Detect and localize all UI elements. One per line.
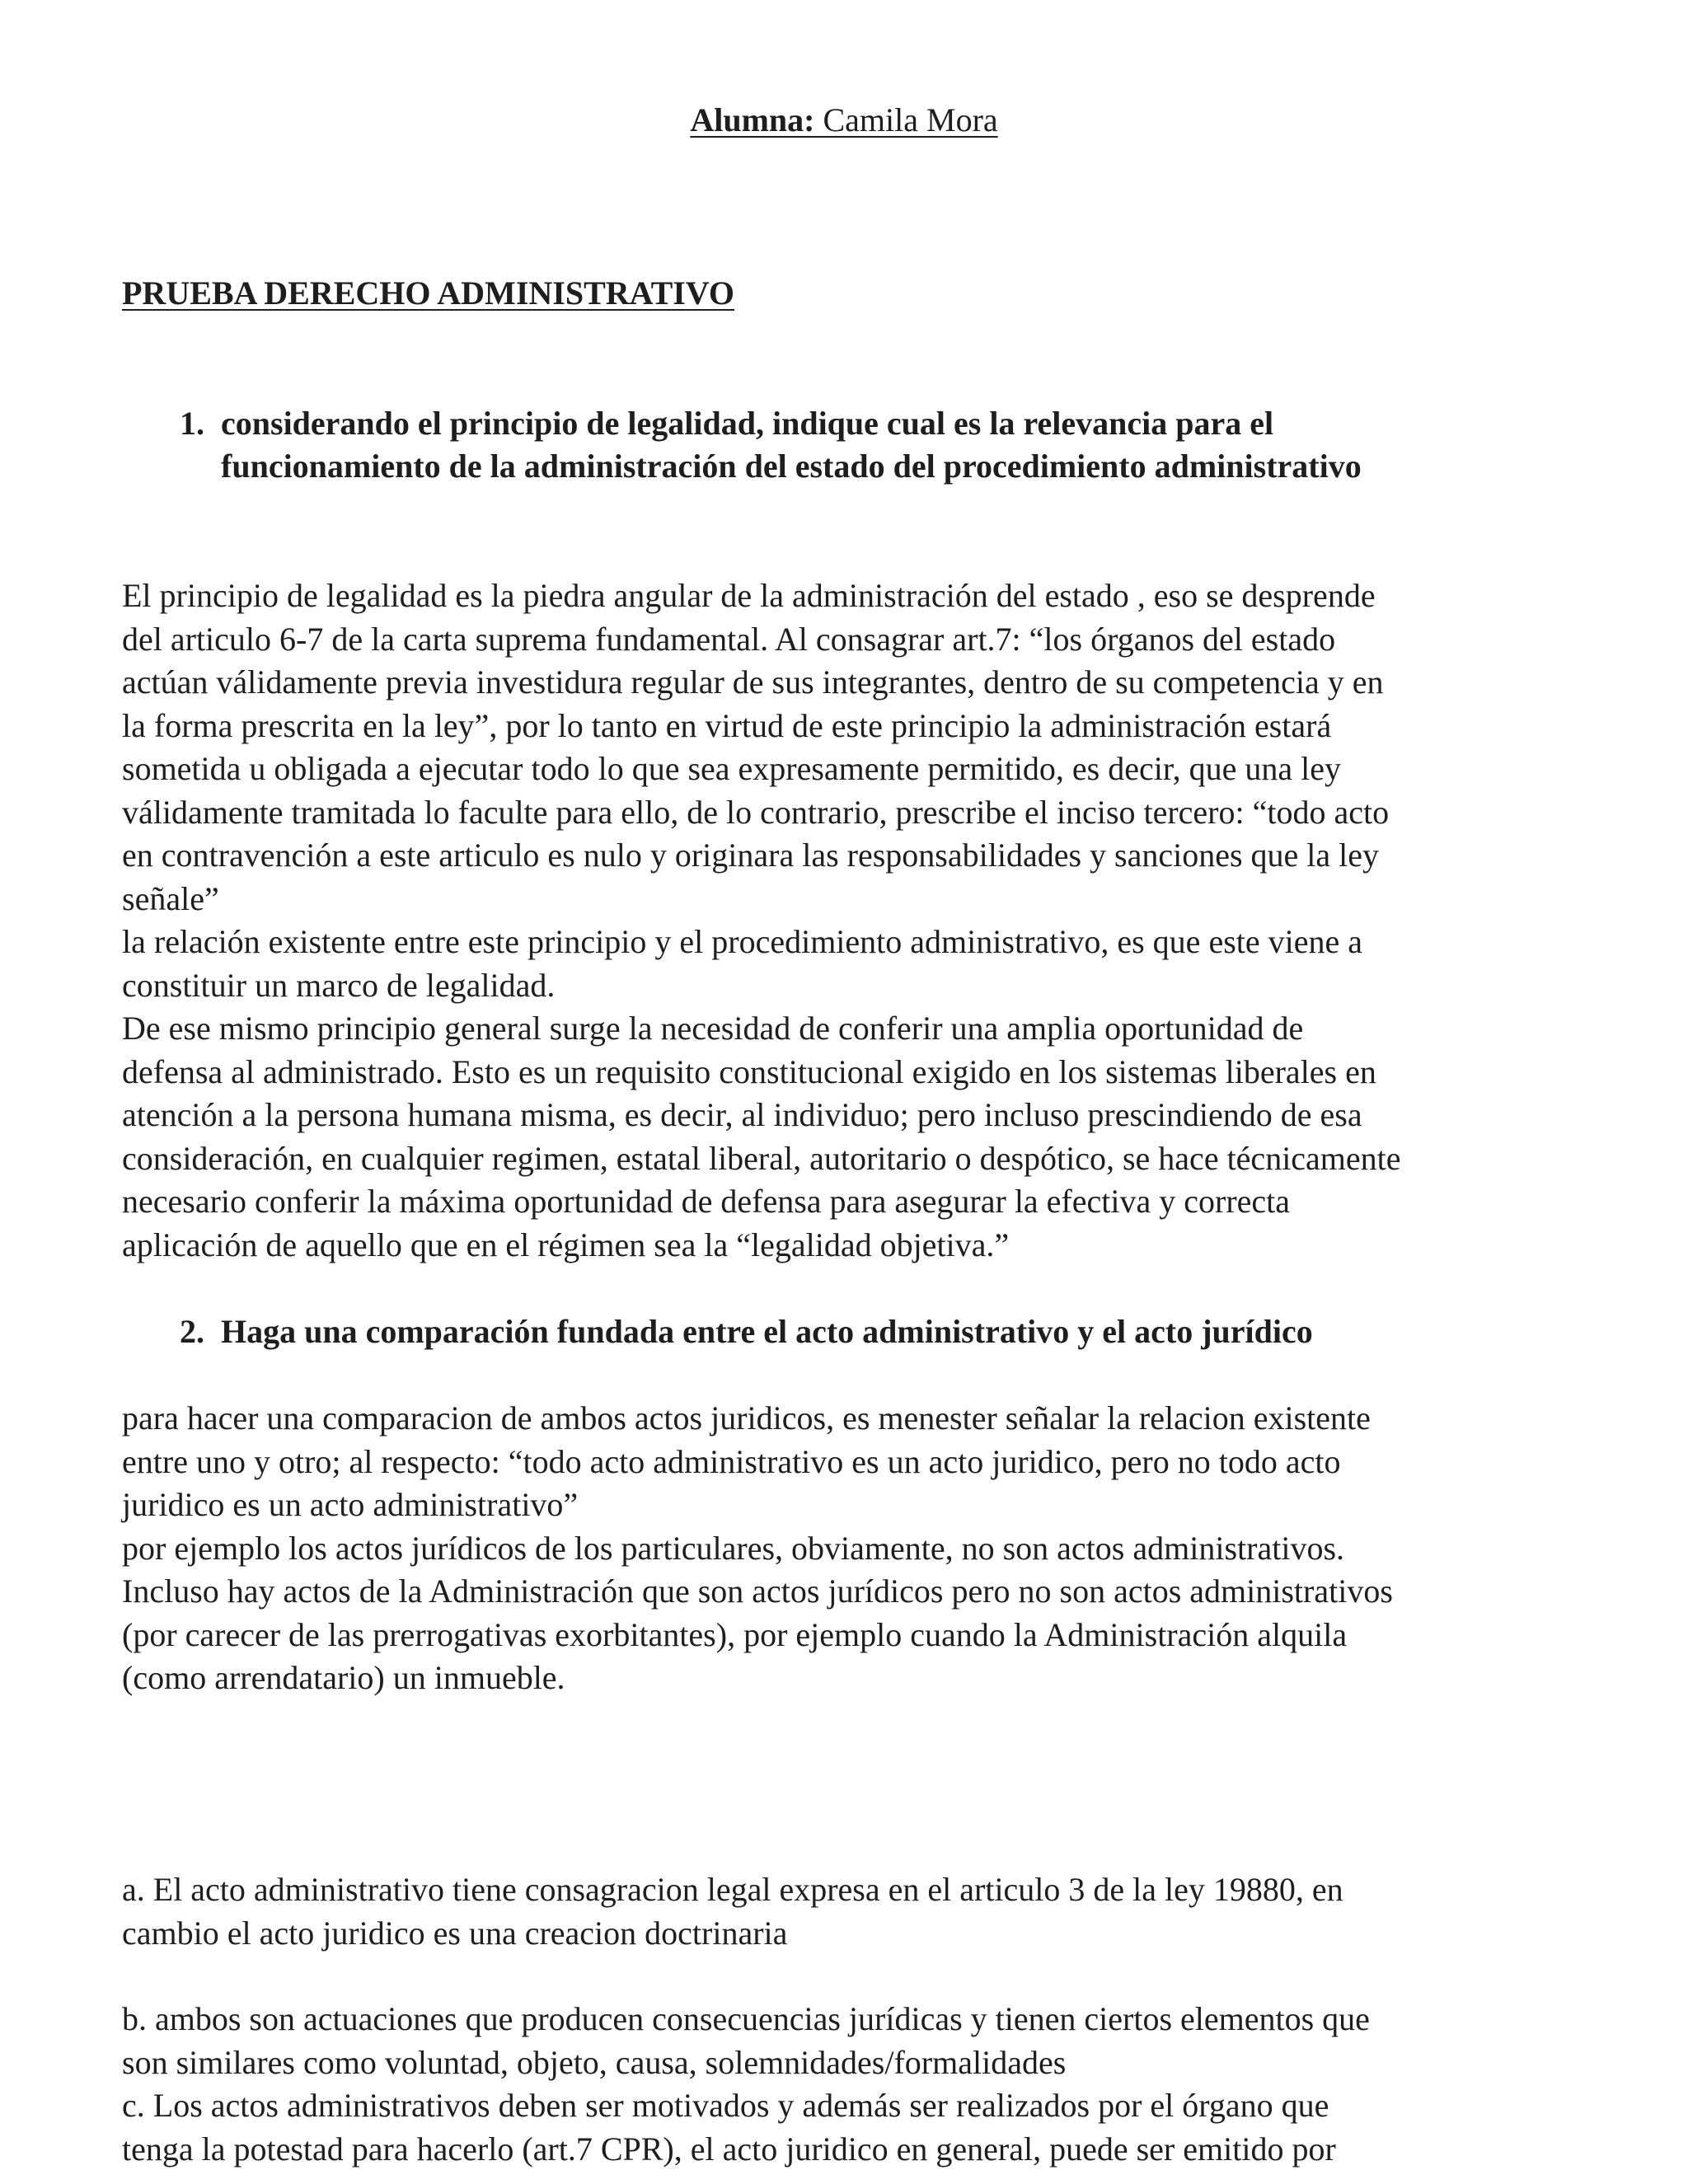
answer-1-line: sometida u obligada a ejecutar todo lo que sea expresamente permitido, es decir, que una ley [122,750,1341,787]
question-2-line: Haga una comparación fundada entre el acto administrativo y el acto jurídico [221,1313,1313,1350]
answer-1-line: El principio de legalidad es la piedra angular de la administración del estado , eso se desprende [122,577,1376,614]
student-label: Alumna: [690,101,815,138]
answer-1-line: señale” [122,879,219,917]
answer-1-line: válidamente tramitada lo faculte para ello, de lo contrario, prescribe el inciso tercero: “todo acto [122,793,1390,831]
question-2-text [221,1310,1573,1353]
point-bc-line: son similares como voluntad, objeto, causa, solemnidades/formalidades [122,2043,1067,2081]
question-1 [122,402,1573,488]
answer-1-line: del articulo 6-7 de la carta suprema fundamental. Al consagrar art.7: “los órganos del estado [122,620,1336,658]
answer-2 [122,1397,1573,1700]
answer-1-line: en contravención a este articulo es nulo y originara las responsabilidades y sanciones que la ley [122,837,1380,874]
answer-1 [122,574,1573,1267]
answer-2-line: entre uno y otro; al respecto: “todo acto administrativo es un acto juridico, pero no todo acto [122,1442,1341,1480]
document-title: PRUEBA DERECHO ADMINISTRATIVO [122,274,735,312]
answer-1-line: actúan válidamente previa investidura regular de sus integrantes, dentro de su competencia y en [122,663,1384,701]
question-1-number: 1. [180,405,204,442]
answer-2-line: (por carecer de las prerrogativas exorbitantes), por ejemplo cuando la Administración alquila [122,1615,1348,1653]
question-2 [122,1310,1573,1353]
student-name: Camila Mora [823,101,998,138]
answer-1-line: necesario conferir la máxima oportunidad de defensa para asegurar la efectiva y correcta [122,1183,1291,1220]
question-1-line: considerando el principio de legalidad, indique cual es la relevancia para el [221,405,1274,442]
point-a-line: a. El acto administrativo tiene consagracion legal expresa en el articulo 3 de la ley 19880, en [122,1871,1343,1908]
point-a [122,1868,1573,1955]
point-a-line: cambio el acto juridico es una creacion doctrinaria [122,1914,788,1952]
answer-1-line: la relación existente entre este principio y el procedimiento administrativo, es que este viene a [122,923,1362,960]
points-b-c [122,1998,1573,2171]
question-1-text [221,402,1573,488]
answer-1-line: constituir un marco de legalidad. [122,966,556,1004]
point-bc-line: c. Los actos administrativos deben ser motivados y además ser realizados por el órgano que [122,2087,1329,2124]
answer-2-line: por ejemplo los actos jurídicos de los particulares, obviamente, no son actos administrativos. [122,1529,1345,1567]
answer-1-line: aplicación de aquello que en el régimen sea la “legalidad objetiva.” [122,1226,1010,1263]
question-2-number: 2. [180,1313,204,1350]
answer-2-line: (como arrendatario) un inmueble. [122,1659,565,1696]
answer-2-line: juridico es un acto administrativo” [122,1486,579,1523]
answer-2-line: para hacer una comparacion de ambos actos juridicos, es menester señalar la relacion existente [122,1399,1371,1436]
question-1-line: funcionamiento de la administración del estado del procedimiento administrativo [221,448,1362,485]
answer-1-line: atención a la persona humana misma, es decir, al individuo; pero incluso prescindiendo de esa [122,1096,1362,1133]
student-line [0,97,1688,143]
point-bc-line: b. ambos son actuaciones que producen consecuencias jurídicas y tienen ciertos elementos que [122,2000,1370,2037]
answer-1-line: consideración, en cualquier regimen, estatal liberal, autoritario o despótico, se hace técnicamente [122,1139,1401,1177]
answer-2-line: Incluso hay actos de la Administración que son actos jurídicos pero no son actos administrativos [122,1572,1393,1610]
answer-1-line: De ese mismo principio general surge la necesidad de conferir una amplia oportunidad de [122,1010,1304,1047]
answer-1-line: defensa al administrado. Esto es un requisito constitucional exigido en los sistemas liberales en [122,1052,1376,1090]
point-bc-line: tenga la potestad para hacerlo (art.7 CPR), el acto juridico en general, puede ser emitido por [122,2130,1336,2168]
answer-1-line: la forma prescrita en la ley”, por lo tanto en virtud de este principio la administración estará [122,706,1332,744]
